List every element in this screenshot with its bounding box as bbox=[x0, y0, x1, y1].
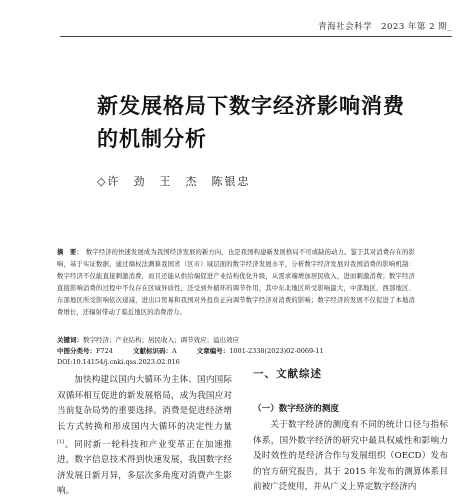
doi-value: 10.14154/j.cnki.qss.2023.02.016 bbox=[72, 358, 180, 366]
author-line: ◇许 劲 王 杰 陈银忠 bbox=[97, 175, 251, 188]
clc-label: 中图分类号： bbox=[57, 347, 96, 355]
section-heading: 一、文献综述 bbox=[253, 368, 322, 380]
abstract-text: 数字经济的快速发展成为我国经济发展的新方向，也是我国构建新发展格局不可或缺的动力。鉴于其对消费存在的影响，基于实证数据，通过熵权法测算我国省（区市）域层面的数字经济发展水平，分析数字经济发展对我国消费的影响机制：数字经济不仅能直接刺激消费，而且还能从供给端促进产业结构优化升级，从需求端增加居民收入，进而刺激消费；数字经济直接影响消费的过程中不仅存在区域异质性，还受到外循环的调节作用，其中东北地区所受影响最大，中部地区、西部地区、东部地区所受影响依次递减，进出口贸易和我国对外投资正向调节数字经济对消费的影响；数字经济的发展不仅促进了本地消费增长，还辐射带动了临近地区的消费潜力。 bbox=[57, 249, 415, 316]
doi-label: DOI: bbox=[57, 358, 73, 366]
article-number-value: 1001-2338(2023)02-0069-11 bbox=[229, 347, 324, 355]
section-paragraph: 关于数字经济的测度有不同的统计口径与指标体系，国外数字经济的研究中最具权威性和影响力及时效性的是经济合作与发展组织（OECD）发布的官方研究报告，其于 2015 年发布的测算体系目前被广泛使用，并从广义上界定数字经济内 bbox=[253, 420, 448, 492]
abstract-label: 摘 要： bbox=[57, 249, 83, 256]
body-right-column bbox=[253, 418, 448, 496]
citation-ref: [1] bbox=[57, 439, 65, 445]
abstract bbox=[57, 247, 415, 319]
header-rule bbox=[60, 36, 452, 37]
keywords-line bbox=[57, 335, 417, 345]
subsection-heading: （一）数字经济的测度 bbox=[253, 404, 339, 414]
classification-line bbox=[57, 346, 417, 356]
keywords-text: 数字经济；产业结构；居民收入；调节效应；溢出效应 bbox=[83, 336, 239, 344]
doc-code-label: 文献标识码： bbox=[133, 347, 172, 355]
body-paragraph bbox=[57, 373, 232, 500]
doi-line bbox=[57, 357, 417, 367]
running-head: 青海社会科学 2023 年第 2 期_ bbox=[318, 22, 452, 32]
clc-value: F724 bbox=[96, 347, 113, 355]
body-paragraph-text: 加快构建以国内大循环为主体、国内国际双循环相互促进的新发展格局，成为我国应对当前复杂局势的重要选择。消费是促进经济增长方式转换和形成国内大循环的决定性力量 bbox=[57, 375, 232, 432]
keywords-label: 关键词： bbox=[57, 336, 83, 344]
body-paragraph-text-cont: 。同时新一轮科技和产业变革正在加速推进，数字信息技术得到快速发展，我国数字经济发展日新月异，多层次多角度对消费产生影响。 bbox=[57, 439, 232, 497]
article-number-label: 文章编号： bbox=[196, 347, 230, 355]
body-left-column bbox=[57, 373, 232, 500]
article-title: 新发展格局下数字经济影响消费的机制分析 bbox=[97, 94, 405, 151]
doc-code-value: A bbox=[172, 347, 177, 355]
